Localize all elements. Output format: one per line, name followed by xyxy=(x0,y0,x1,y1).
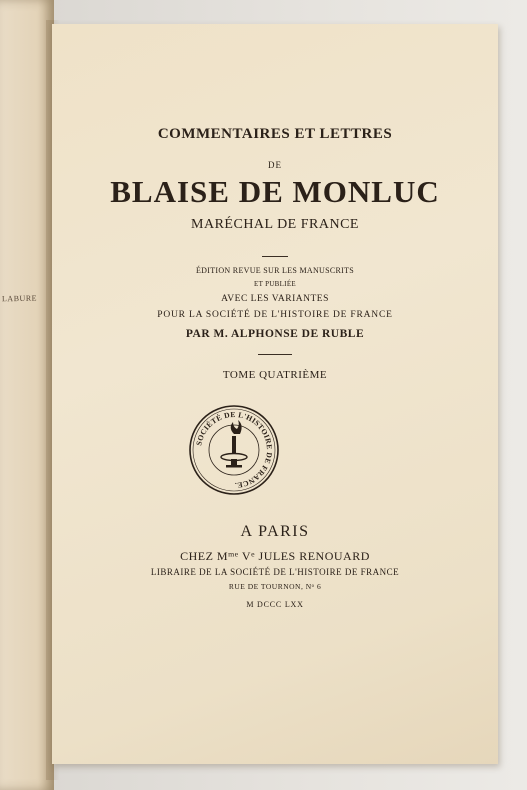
author-name: BLAISE DE MONLUC xyxy=(110,174,440,209)
publisher-superscript-1: me xyxy=(228,549,239,559)
publisher-name: JULES RENOUARD xyxy=(255,549,370,563)
publisher-superscript-2: e xyxy=(251,549,256,559)
publisher-mid: V xyxy=(238,549,252,563)
publisher-line xyxy=(52,549,498,564)
publication-place: A PARIS xyxy=(240,523,310,540)
edition-line-4: POUR LA SOCIÉTÉ DE L'HISTOIRE DE FRANCE xyxy=(157,310,393,320)
society-seal xyxy=(188,404,280,496)
address-prefix: RUE DE TOURNON, N xyxy=(228,582,312,591)
title-line-1: COMMENTAIRES ET LETTRES xyxy=(157,126,393,142)
divider-rule xyxy=(262,256,288,257)
edition-line-1: ÉDITION REVUE SUR LES MANUSCRITS xyxy=(195,266,355,275)
edition-line-3: AVEC LES VARIANTES xyxy=(221,294,329,304)
author-subtitle: MARÉCHAL DE FRANCE xyxy=(191,217,359,232)
svg-text:SOCIÉTÉ DE L'HISTOIRE DE FRANC: SOCIÉTÉ DE L'HISTOIRE DE FRANCE. xyxy=(194,409,275,491)
title-page xyxy=(52,24,498,764)
edition-line-2: ET PUBLIÉE xyxy=(254,280,296,288)
publication-year: M DCCC LXX xyxy=(246,600,304,609)
address-number: 6 xyxy=(314,582,322,591)
left-page-text-fragment: LABURE xyxy=(1,293,38,304)
volume-line: TOME QUATRIÈME xyxy=(222,369,328,381)
publisher-role: LIBRAIRE DE LA SOCIÉTÉ DE L'HISTOIRE DE FRANCE xyxy=(150,567,400,577)
title-line-2: DE xyxy=(268,160,282,170)
address-superscript: o xyxy=(311,583,315,589)
editor-line: PAR M. ALPHONSE DE RUBLE xyxy=(185,328,365,340)
divider-rule xyxy=(258,354,292,355)
publisher-prefix: CHEZ M xyxy=(180,549,229,563)
publisher-address xyxy=(52,582,498,591)
